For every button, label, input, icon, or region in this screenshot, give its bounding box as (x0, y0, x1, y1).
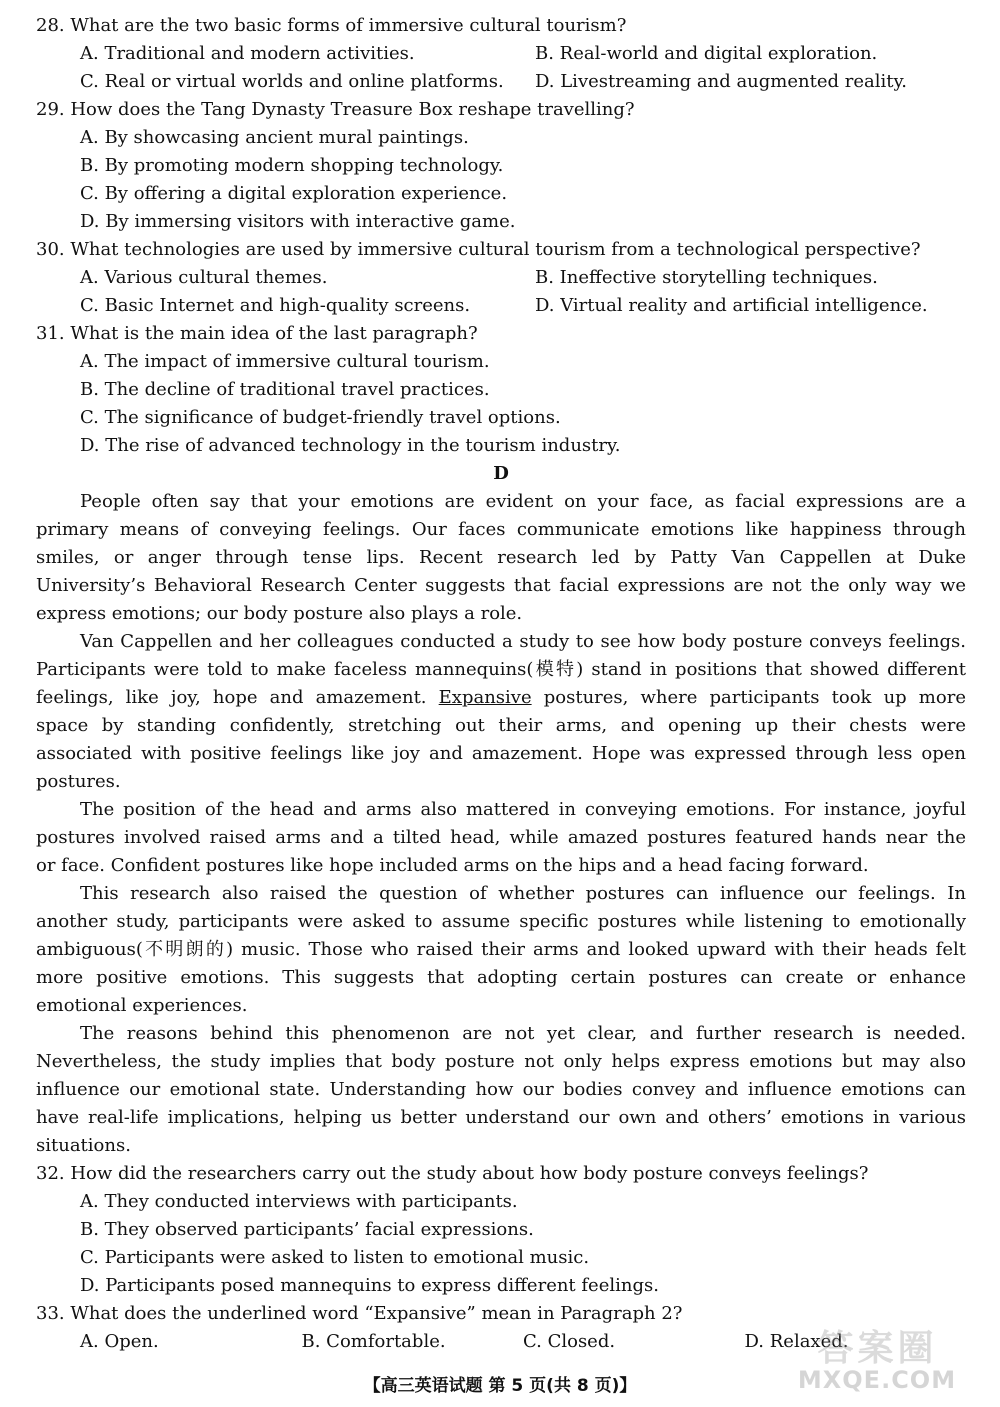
option-d: D. Virtual reality and artificial intelligence. (535, 295, 928, 316)
question-stem: 31. What is the main idea of the last paragraph? (36, 323, 478, 344)
passage-line: another study, participants were asked to assume specific postures while listening to emotionally (36, 911, 966, 932)
question-31 (36, 320, 966, 460)
passage-line: postures involved raised arms and a tilted head, while amazed postures featured hands near the (36, 827, 966, 848)
passage-line: Participants were told to make faceless mannequins(模特) stand in positions that showed different (36, 659, 966, 680)
passage-line: emotional experiences. (36, 995, 248, 1016)
passage-line: Van Cappellen and her colleagues conducted a study to see how body posture conveys feelings. (80, 631, 966, 652)
question-stem: 29. How does the Tang Dynasty Treasure Box reshape travelling? (36, 99, 635, 120)
option-row (36, 264, 966, 292)
option-row (36, 40, 966, 68)
passage-paragraph-1 (36, 488, 966, 628)
option-a: A. By showcasing ancient mural paintings. (80, 127, 469, 148)
option-b: B. Comfortable. (301, 1331, 446, 1352)
passage-line: Nevertheless, the study implies that body posture not only helps express emotions but may also (36, 1051, 966, 1072)
passage-line: space by standing confidently, stretching out their arms, and opening up their chests were (36, 715, 966, 736)
option-c: C. Closed. (523, 1331, 616, 1352)
option-c: C. Real or virtual worlds and online platforms. (80, 71, 504, 92)
option-d: D. The rise of advanced technology in the tourism industry. (80, 435, 621, 456)
passage-line: have real-life implications, helping us better understand our own and others’ emotions in various (36, 1107, 966, 1128)
option-a: A. Various cultural themes. (80, 267, 328, 288)
option-a: A. Traditional and modern activities. (80, 43, 415, 64)
option-b: B. Real-world and digital exploration. (535, 43, 878, 64)
question-30 (36, 236, 966, 320)
option-d: D. Livestreaming and augmented reality. (535, 71, 907, 92)
passage-line: more positive emotions. This suggests that adopting certain postures can create or enhance (36, 967, 966, 988)
passage-text: postures, where participants took up more (543, 687, 966, 708)
option-d: D. By immersing visitors with interactive game. (80, 211, 516, 232)
passage-line: postures. (36, 771, 121, 792)
exam-page (36, 12, 966, 1356)
question-29 (36, 96, 966, 236)
passage-line: The reasons behind this phenomenon are not yet clear, and further research is needed. (80, 1023, 966, 1044)
question-stem: 33. What does the underlined word “Expansive” mean in Paragraph 2? (36, 1303, 683, 1324)
option-d: D. Participants posed mannequins to express different feelings. (80, 1275, 659, 1296)
option-d: D. Relaxed. (744, 1331, 849, 1352)
question-stem: 32. How did the researchers carry out the study about how body posture conveys feelings? (36, 1163, 869, 1184)
option-a: A. They conducted interviews with participants. (80, 1191, 518, 1212)
option-c: C. The significance of budget-friendly travel options. (80, 407, 561, 428)
option-row (36, 292, 966, 320)
passage-line: influence our emotional state. Understanding how our bodies convey and influence emotions can (36, 1079, 966, 1100)
passage-line: University’s Behavioral Research Center suggests that facial expressions are not the only way we (36, 575, 966, 596)
passage-line: associated with positive feelings like joy and amazement. Hope was expressed through less open (36, 743, 966, 764)
option-c: C. Participants were asked to listen to emotional music. (80, 1247, 590, 1268)
passage-line: This research also raised the question of whether postures can influence our feelings. In (80, 883, 966, 904)
question-stem: 28. What are the two basic forms of immersive cultural tourism? (36, 15, 627, 36)
option-b: B. The decline of traditional travel practices. (80, 379, 490, 400)
watermark-logo: 答案圈 (817, 1328, 938, 1369)
passage-paragraph-3 (36, 796, 966, 880)
passage-line: The position of the head and arms also mattered in conveying emotions. For instance, joyful (80, 799, 966, 820)
option-c: C. By offering a digital exploration experience. (80, 183, 508, 204)
passage-paragraph-5 (36, 1020, 966, 1160)
question-28 (36, 12, 966, 96)
option-b: B. They observed participants’ facial expressions. (80, 1219, 534, 1240)
underlined-word: Expansive (438, 687, 532, 708)
passage-line: People often say that your emotions are evident on your face, as facial expressions are a (80, 491, 966, 512)
passage-line: primary means of conveying feelings. Our faces communicate emotions like happiness through (36, 519, 966, 540)
passage-line: ambiguous(不明朗的) music. Those who raised their arms and looked upward with their heads felt (36, 939, 966, 960)
passage-line: express emotions; our body posture also plays a role. (36, 603, 523, 624)
option-row (36, 68, 966, 96)
page-footer: 【高三英语试题 第 5 页(共 8 页)】 (363, 1376, 637, 1396)
question-stem: 30. What technologies are used by immersive cultural tourism from a technological perspective? (36, 239, 921, 260)
passage-line (36, 684, 966, 712)
passage-paragraph-4 (36, 880, 966, 1020)
option-a: A. The impact of immersive cultural tourism. (80, 351, 490, 372)
passage-line: situations. (36, 1135, 131, 1156)
passage-line: or face. Confident postures like hope included arms on the hips and a head facing forward. (36, 855, 869, 876)
option-c: C. Basic Internet and high-quality screens. (80, 295, 471, 316)
section-heading: D (493, 463, 509, 484)
passage-text: feelings, like joy, hope and amazement. (36, 687, 427, 708)
option-b: B. Ineffective storytelling techniques. (535, 267, 878, 288)
option-b: B. By promoting modern shopping technology. (80, 155, 504, 176)
watermark-site: MXQE.COM (797, 1366, 957, 1394)
passage-paragraph-2 (36, 628, 966, 796)
passage-line: smiles, or anger through tense lips. Recent research led by Patty Van Cappellen at Duke (36, 547, 966, 568)
question-32 (36, 1160, 966, 1300)
option-a: A. Open. (80, 1331, 159, 1352)
